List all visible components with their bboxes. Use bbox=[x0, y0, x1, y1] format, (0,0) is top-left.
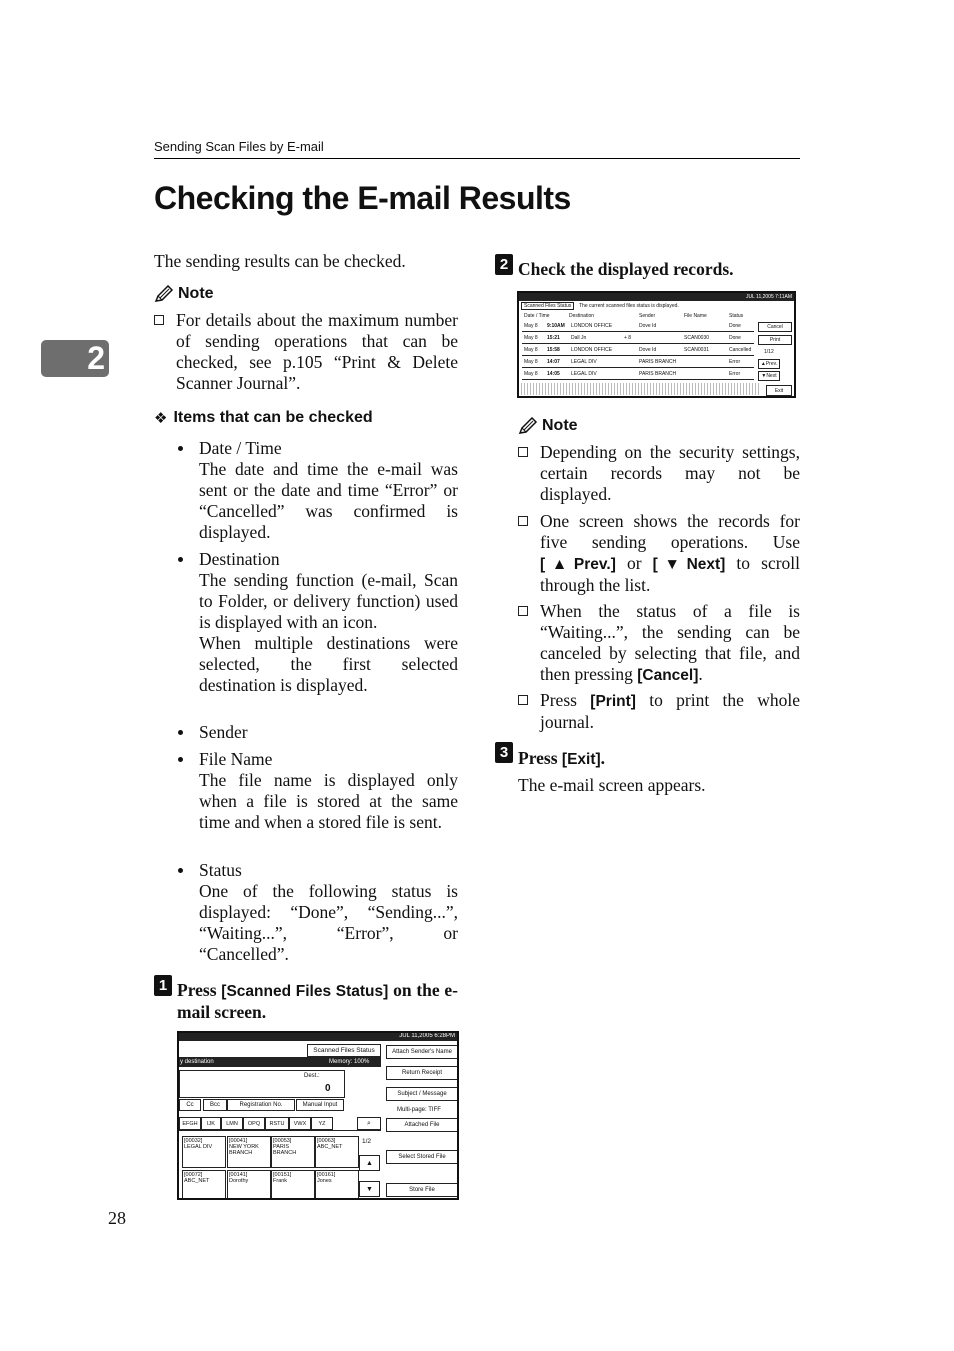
note-item bbox=[518, 442, 800, 505]
note-text: Depending on the security settings, certain records may not be displayed. bbox=[540, 442, 800, 504]
column-header: Date / Time bbox=[524, 313, 550, 319]
row-time: 14:07 bbox=[547, 359, 560, 365]
note-label: Note bbox=[542, 417, 578, 434]
next-page-icon[interactable]: ▼ bbox=[359, 1181, 380, 1197]
header-rule bbox=[154, 158, 800, 159]
step-instruction: Check the displayed records. bbox=[518, 259, 734, 279]
manual-input-button[interactable]: Manual Input bbox=[296, 1099, 344, 1111]
checkbox-icon bbox=[518, 447, 528, 457]
tab-opq[interactable]: OPQ bbox=[243, 1117, 265, 1130]
item-desc: The sending function (e-mail, Scan to Folder, or delivery function) used is displayed with an icon. bbox=[199, 570, 458, 632]
row-date: May 8 bbox=[524, 335, 538, 341]
row-time: 15:58 bbox=[547, 347, 560, 353]
bullet-icon bbox=[178, 730, 183, 735]
dest-field-label: Dest.: bbox=[304, 1073, 320, 1079]
registration-no-button[interactable]: Registration No. bbox=[227, 1099, 295, 1111]
items-heading-text: Items that can be checked bbox=[173, 409, 373, 426]
cc-button[interactable]: Cc bbox=[179, 1099, 201, 1111]
row-date: May 8 bbox=[524, 323, 538, 329]
chapter-tab bbox=[41, 340, 109, 377]
row-sender: Dove Id bbox=[639, 347, 657, 353]
select-stored-file-button[interactable]: Select Stored File bbox=[386, 1150, 458, 1164]
step-result: The e-mail screen appears. bbox=[518, 775, 706, 795]
note-text: For details about the maximum number of sending operations that can be checked, see p.105 “Print & Delete Scanner Journal”. bbox=[176, 310, 458, 393]
bcc-button[interactable]: Bcc bbox=[203, 1099, 227, 1111]
step-number: 1 bbox=[154, 975, 172, 996]
checkbox-icon bbox=[518, 606, 528, 616]
datetime-readout: JUL 11,2005 6:28PM bbox=[399, 1033, 455, 1039]
dest-count: 0 bbox=[325, 1083, 331, 1094]
column-header: Status bbox=[729, 313, 744, 319]
destination-entry[interactable]: [00161] Jones bbox=[315, 1170, 359, 1200]
memory-readout: Memory: 100% bbox=[329, 1059, 370, 1065]
page-title: Checking the E-mail Results bbox=[154, 180, 571, 216]
destination-entry[interactable]: [00072] ABC_NET bbox=[182, 1170, 226, 1200]
note-text: One screen shows the records for five sending operations. Use [▲Prev.] or [▼Next] to scroll through the list. bbox=[540, 511, 801, 595]
list-item bbox=[178, 549, 458, 696]
tab-ijk[interactable]: IJK bbox=[201, 1117, 221, 1130]
datetime-readout: JUL 11,2005 7:11AM bbox=[745, 294, 792, 300]
checkbox-icon bbox=[518, 695, 528, 705]
row-destination: Dall Jn bbox=[571, 335, 587, 341]
tab-yz[interactable]: YZ bbox=[311, 1117, 333, 1130]
key-label: [Scanned Files Status] bbox=[221, 983, 389, 1000]
items-heading bbox=[154, 409, 373, 427]
tab-vwx[interactable]: VWX bbox=[289, 1117, 311, 1130]
row-destination: LONDON OFFICE bbox=[571, 323, 613, 329]
destination-entry[interactable]: [00063] ABC_NET bbox=[315, 1136, 359, 1168]
bullet-icon bbox=[178, 757, 183, 762]
row-destination: LEGAL DIV bbox=[571, 359, 597, 365]
row-destination: LONDON OFFICE bbox=[571, 347, 613, 353]
cancel-button[interactable]: Cancel bbox=[758, 322, 792, 332]
step-text-part: on the e-mail screen. bbox=[177, 980, 459, 1022]
item-desc: The file name is displayed only when a file is stored at the same time and when a stored file is sent. bbox=[199, 770, 458, 832]
checkbox-icon bbox=[518, 516, 528, 526]
pencil-icon bbox=[154, 285, 174, 303]
row-sender: + 8 bbox=[624, 335, 632, 341]
prev-key-label: [▲Prev.] bbox=[540, 556, 616, 573]
email-screen-screenshot bbox=[177, 1031, 459, 1200]
item-label: Destination bbox=[199, 549, 280, 569]
dotted-bar bbox=[521, 383, 761, 395]
print-key-label: [Print] bbox=[590, 693, 636, 710]
scanned-files-status-button[interactable]: Scanned Files Status bbox=[307, 1044, 381, 1057]
multipage-label: Multi-page: TIFF bbox=[397, 1107, 441, 1113]
chapter-number: 2 bbox=[87, 340, 105, 376]
row-status: Done bbox=[729, 323, 741, 329]
attach-senders-name-button[interactable]: Attach Sender's Name bbox=[386, 1045, 458, 1059]
row-sender: PARIS BRANCH bbox=[639, 359, 677, 365]
checkbox-icon bbox=[154, 315, 164, 325]
status-tab[interactable]: Scanned Files Status bbox=[521, 302, 574, 310]
row-date: May 8 bbox=[524, 359, 538, 365]
subject-message-button[interactable]: Subject / Message bbox=[386, 1087, 458, 1101]
note-item bbox=[518, 601, 800, 686]
attached-file-button[interactable]: Attached File bbox=[386, 1118, 458, 1132]
row-destination: LEGAL DIV bbox=[571, 371, 597, 377]
item-desc-2: When multiple destinations were selected, the first selected destination is displayed. bbox=[199, 633, 458, 695]
return-receipt-button[interactable]: Return Receipt bbox=[386, 1066, 458, 1080]
row-sender: PARIS BRANCH bbox=[639, 371, 677, 377]
next-key-label: [▼Next] bbox=[652, 556, 726, 573]
item-label: Date / Time bbox=[199, 438, 282, 458]
destination-entry[interactable]: [00151] Frank bbox=[271, 1170, 315, 1200]
bullet-icon bbox=[178, 557, 183, 562]
row-status: Done bbox=[729, 335, 741, 341]
step-instruction: Press [Exit]. bbox=[518, 748, 606, 768]
item-label: Status bbox=[199, 860, 242, 880]
note-item bbox=[154, 310, 458, 394]
item-desc: One of the following status is displayed: “Done”, “Sending...”, “Waiting...”, “Error”, or “Cancelled”. bbox=[199, 881, 458, 964]
row-status: Error bbox=[729, 359, 741, 365]
note-text: Press [Print] to print the whole journal. bbox=[540, 690, 801, 732]
row-status: Cancelled bbox=[729, 347, 752, 353]
item-label: File Name bbox=[199, 749, 273, 769]
row-status: Error bbox=[729, 371, 741, 377]
destination-field[interactable] bbox=[179, 1070, 345, 1098]
list-item bbox=[178, 749, 458, 833]
next-button[interactable]: ▼Next bbox=[758, 371, 780, 381]
tab-efgh[interactable]: EFGH bbox=[179, 1117, 201, 1130]
list-item bbox=[178, 860, 458, 965]
step-text-part: Press bbox=[177, 980, 222, 1000]
row-time: 14:05 bbox=[547, 371, 560, 377]
row-file: SCAN0030 bbox=[684, 335, 710, 341]
store-file-button[interactable]: Store File bbox=[386, 1183, 458, 1197]
item-label: Sender bbox=[199, 722, 248, 742]
page-indicator: 1/12 bbox=[764, 349, 774, 355]
destination-entry[interactable]: [00041] NEW YORK BRANCH bbox=[227, 1136, 271, 1168]
bullet-icon bbox=[178, 446, 183, 451]
running-header: Sending Scan Files by E-mail bbox=[154, 139, 324, 154]
column-header: File Name bbox=[684, 313, 707, 319]
search-icon[interactable]: ⌕ bbox=[357, 1117, 381, 1130]
status-message: The current scanned files status is displayed. bbox=[579, 303, 679, 309]
note-heading-1 bbox=[154, 285, 214, 303]
note-heading-2 bbox=[518, 417, 578, 435]
row-date: May 8 bbox=[524, 347, 538, 353]
destination-entry[interactable]: [00053] PARIS BRANCH bbox=[271, 1136, 315, 1168]
row-sender: Dove Id bbox=[639, 323, 657, 329]
diamond-icon: ❖ bbox=[154, 410, 168, 427]
row-time: 15:21 bbox=[547, 335, 560, 341]
print-button[interactable]: Print bbox=[758, 335, 792, 345]
intro-text: The sending results can be checked. bbox=[154, 251, 406, 271]
column-header: Sender bbox=[639, 313, 656, 319]
pencil-icon bbox=[518, 417, 538, 435]
row-file: SCAN0031 bbox=[684, 347, 710, 353]
step-number: 3 bbox=[495, 742, 513, 763]
page-indicator: 1/2 bbox=[362, 1138, 372, 1145]
exit-button[interactable]: Exit bbox=[766, 385, 792, 396]
row-time: 9:10AM bbox=[547, 323, 565, 329]
row-date: May 8 bbox=[524, 371, 538, 377]
note-item bbox=[518, 511, 800, 596]
list-item bbox=[178, 438, 458, 543]
note-text: When the status of a file is “Waiting...”, the sending can be canceled by selecting that file, and then pressing [Cancel]. bbox=[540, 601, 800, 684]
column-header: Destination bbox=[569, 313, 595, 319]
list-item bbox=[178, 722, 458, 743]
destination-label: y destination bbox=[180, 1059, 214, 1065]
step-instruction bbox=[177, 980, 458, 1023]
tab-lmn[interactable]: LMN bbox=[221, 1117, 243, 1130]
scanned-files-status-screenshot bbox=[517, 291, 796, 398]
destination-entry[interactable]: [00141] Dorothy bbox=[227, 1170, 271, 1200]
note-label: Note bbox=[178, 285, 214, 302]
page-number: 28 bbox=[108, 1208, 126, 1228]
prev-page-icon[interactable]: ▲ bbox=[359, 1155, 380, 1171]
note-item bbox=[518, 690, 800, 733]
destination-entry[interactable]: [00032] LEGAL DIV bbox=[182, 1136, 226, 1168]
step-number: 2 bbox=[495, 254, 513, 275]
bullet-icon bbox=[178, 868, 183, 873]
item-desc: The date and time the e-mail was sent or the date and time “Error” or “Cancelled” was confirmed is displayed. bbox=[199, 459, 458, 542]
prev-button[interactable]: ▲Prev. bbox=[758, 359, 780, 369]
cancel-key-label: [Cancel] bbox=[637, 667, 699, 684]
tab-rstu[interactable]: RSTU bbox=[265, 1117, 289, 1130]
exit-key-label: [Exit] bbox=[561, 751, 601, 768]
